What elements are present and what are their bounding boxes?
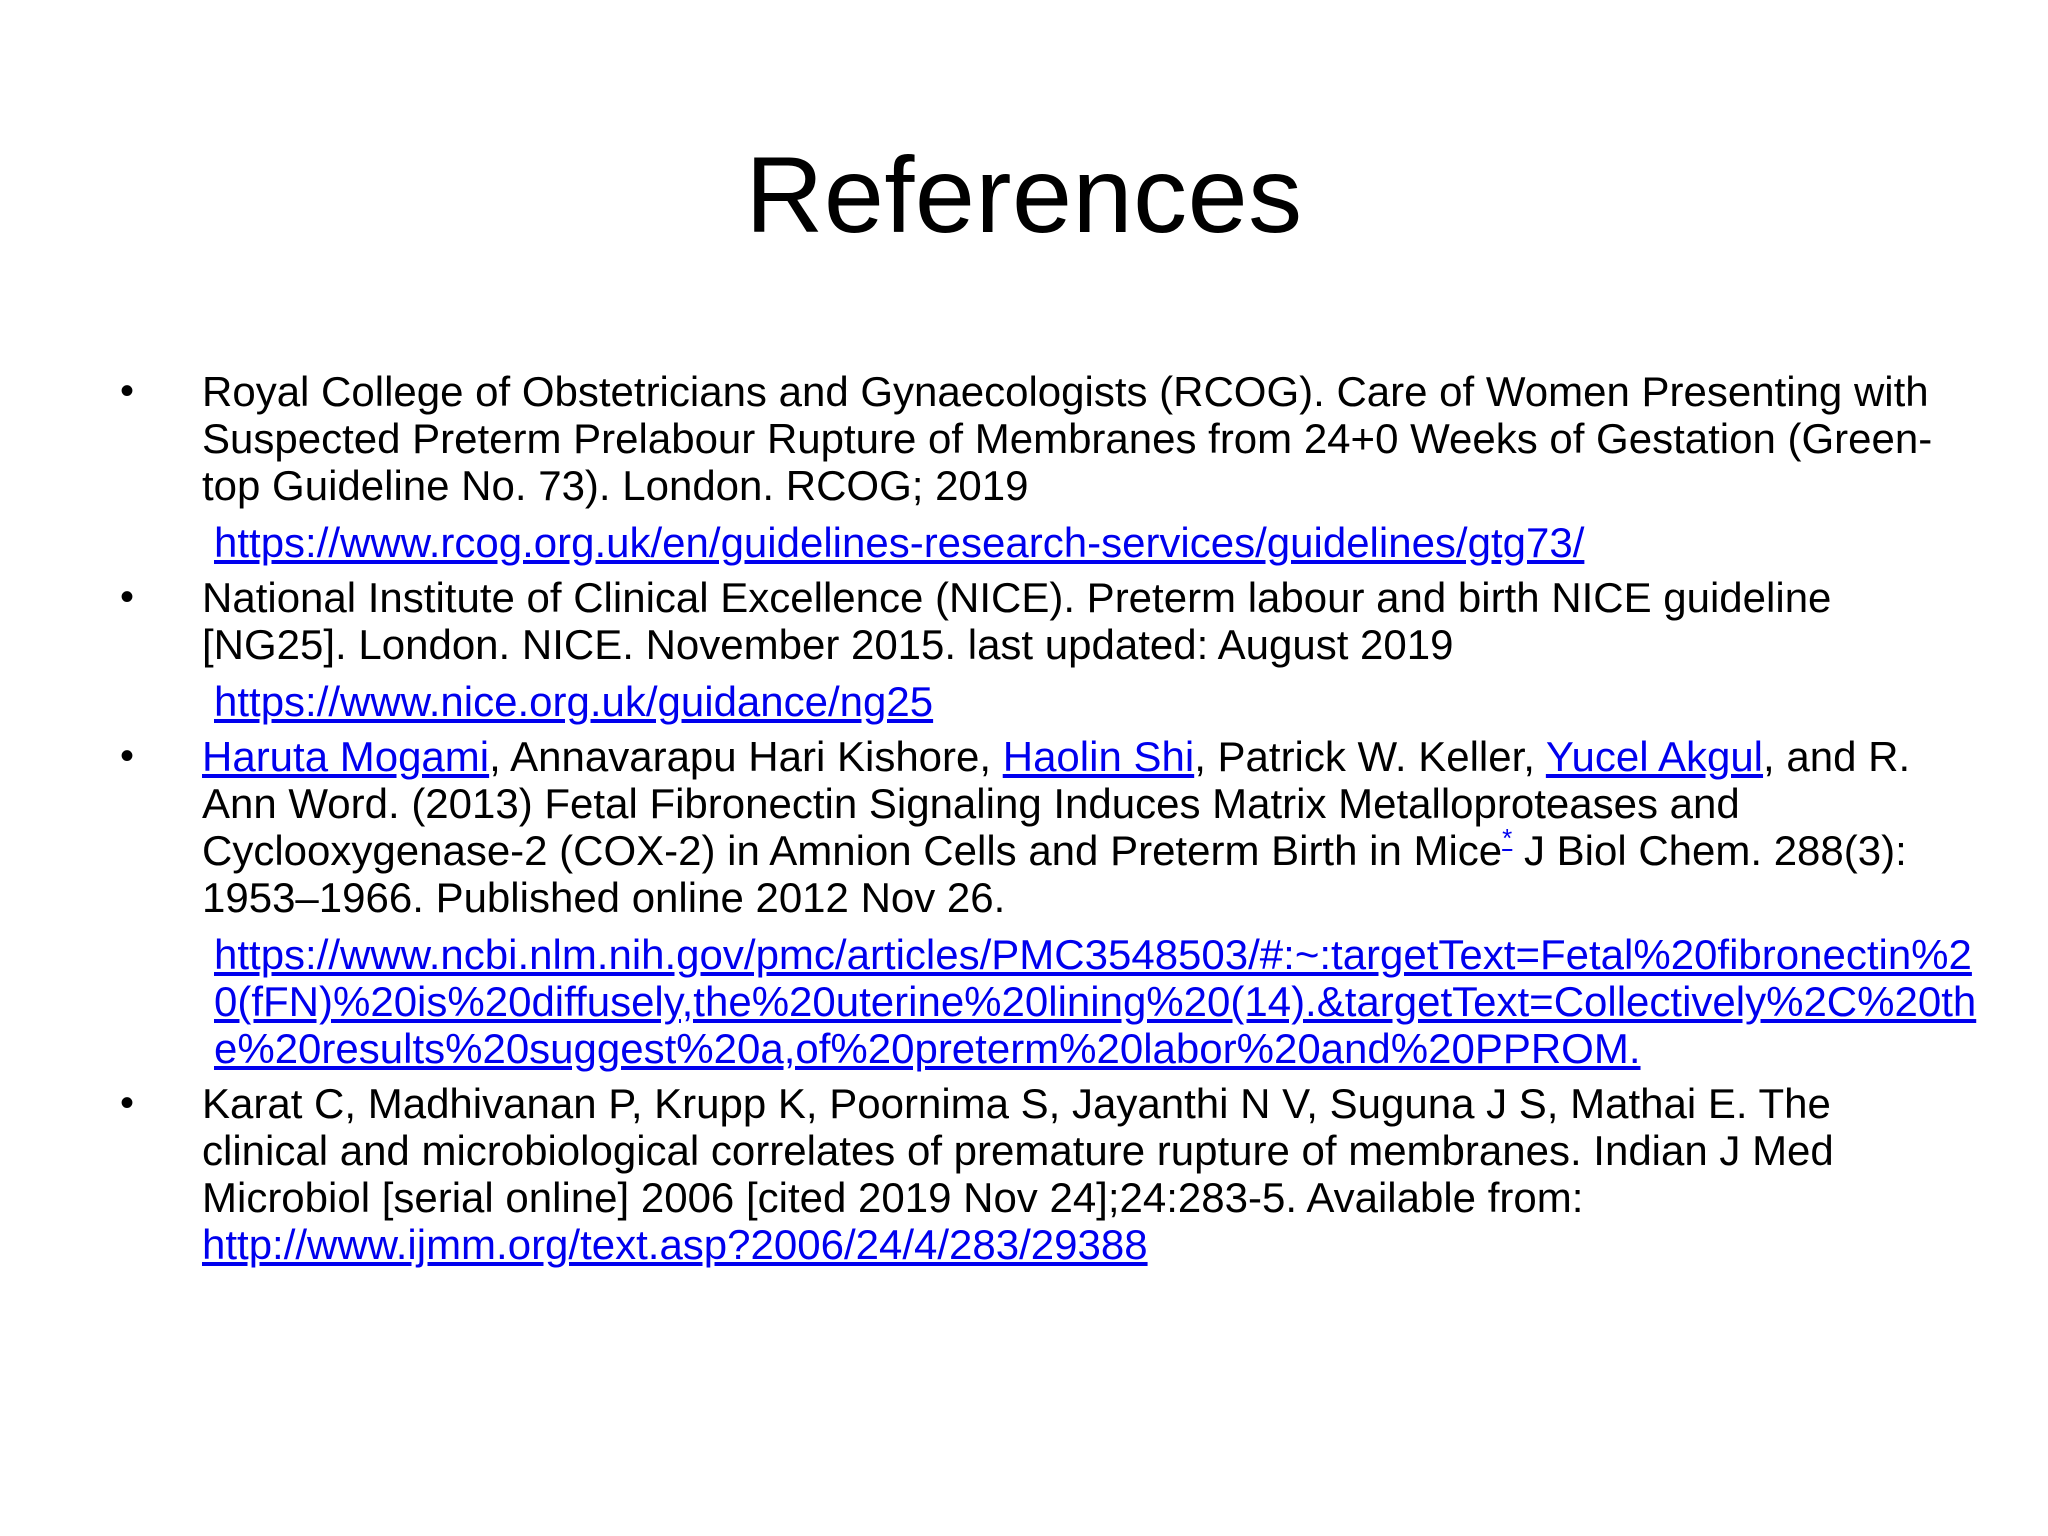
bullet-marker: • [120, 734, 135, 778]
pmc-article-link[interactable]: https://www.ncbi.nlm.nih.gov/pmc/articles/PMC3548503/#:~:targetText=Fetal%20fibronectin%20(fFN)%20is%20diffusely,the%20uterine%20lining%20(14).&targetText=Collectively%2C%20the%20results%20suggest%20a,of%20preterm%20labor%20and%20PPROM. [214, 931, 1977, 1072]
reference-item-karat [120, 1080, 1960, 1268]
reference-text: National Institute of Clinical Excellence (NICE). Preterm labour and birth NICE guideline [NG25]. London. NICE. November 2015. last updated: August 2019 [202, 574, 1832, 668]
reference-text: , and R. Ann Word. (2013) Fetal Fibronectin Signaling Induces Matrix Metalloproteases and Cyclooxygenase-2 (COX-2) in Amnion Cells and Preterm Birth in Mice [202, 733, 1911, 874]
slide-title: References [745, 134, 1303, 255]
reference-url-row [120, 519, 1960, 566]
reference-text-journal: J Biol Chem. 288(3): 1953–1966. Published online 2012 Nov 26. [202, 827, 1907, 921]
rcog-guideline-link[interactable]: https://www.rcog.org.uk/en/guidelines-research-services/guidelines/gtg73/ [214, 519, 1585, 566]
author-separator: , Patrick W. Keller, [1194, 733, 1546, 780]
bullet-marker: • [120, 575, 135, 619]
bullet-marker: • [120, 1081, 135, 1125]
reference-item-rcog [120, 368, 1960, 509]
reference-url-row [120, 678, 1960, 725]
reference-url-row [120, 931, 1977, 1072]
reference-text: Karat C, Madhivanan P, Krupp K, Poornima S, Jayanthi N V, Suguna J S, Mathai E. The clinical and microbiological correlates of premature rupture of membranes. Indian J Med Microbiol [serial online] 2006 [cited 2019 Nov 24];24:283-5. Available from: [202, 1080, 1834, 1221]
footnote-link[interactable]: * [1502, 823, 1513, 853]
nice-guideline-link[interactable]: https://www.nice.org.uk/guidance/ng25 [214, 678, 934, 725]
references-list [120, 368, 1977, 1268]
author-link-haruta-mogami[interactable]: Haruta Mogami [202, 733, 490, 780]
reference-item-nice [120, 574, 1960, 668]
bullet-marker: • [120, 369, 135, 413]
author-link-haolin-shi[interactable]: Haolin Shi [1002, 733, 1195, 780]
author-separator: , Annavarapu Hari Kishore, [489, 733, 1003, 780]
author-link-yucel-akgul[interactable]: Yucel Akgul [1545, 733, 1764, 780]
reference-text: Royal College of Obstetricians and Gynaecologists (RCOG). Care of Women Presenting with Suspected Preterm Prelabour Rupture of Membranes from 24+0 Weeks of Gestation (Green-top Guideline No. 73). London. RCOG; 2019 [202, 368, 1933, 509]
ijmm-article-link[interactable]: http://www.ijmm.org/text.asp?2006/24/4/283/29388 [202, 1221, 1148, 1268]
reference-item-mogami [120, 733, 1960, 921]
